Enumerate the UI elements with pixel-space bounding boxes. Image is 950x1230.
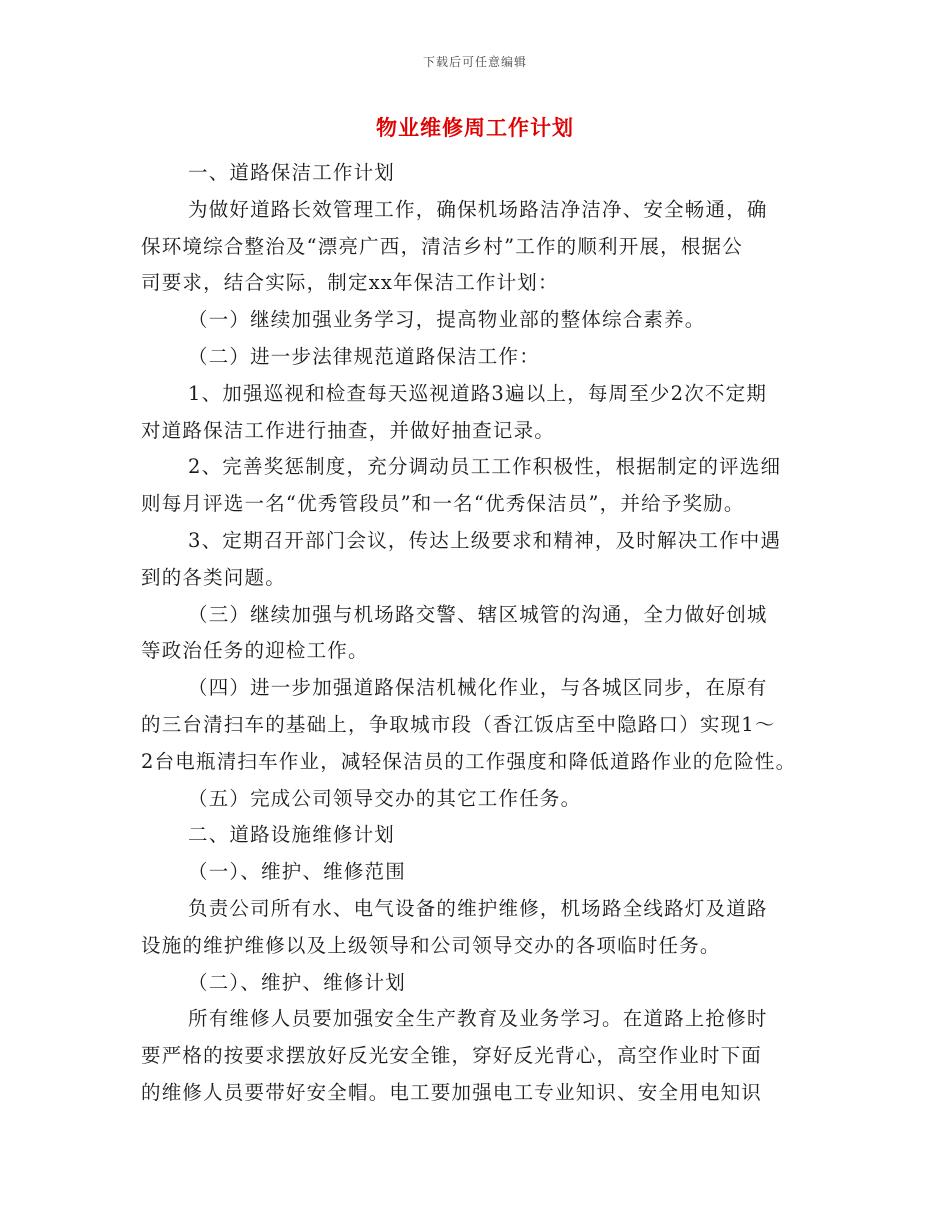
body-line: 的维修人员要带好安全帽。电工要加强电工专业知识、安全用电知识 bbox=[141, 1080, 763, 1104]
body-line: 设施的维护维修以及上级领导和公司领导交办的各项临时任务。 bbox=[141, 933, 721, 957]
body-line: 2台电瓶清扫车作业，减轻保洁员的工作强度和降低道路作业的危险性。 bbox=[141, 749, 797, 773]
body-line: 一、道路保洁工作计划 bbox=[188, 161, 396, 184]
document-title: 物业维修周工作计划 bbox=[376, 115, 574, 140]
body-line: 司要求，结合实际，制定xx年保洁工作计划： bbox=[141, 271, 559, 295]
document-body bbox=[141, 155, 821, 1112]
body-line: 负责公司所有水、电气设备的维护维修，机场路全线路灯及道路 bbox=[188, 896, 768, 920]
body-line: 对道路保洁工作进行抽查，并做好抽查记录。 bbox=[141, 418, 556, 442]
body-line: 3、定期召开部门会议，传达上级要求和精神，及时解决工作中遇 bbox=[188, 528, 782, 552]
body-line: 为做好道路长效管理工作，确保机场路洁净洁净、安全畅通，确 bbox=[188, 197, 768, 221]
body-line: （一）、维护、维修范围 bbox=[188, 860, 406, 884]
body-line: 等政治任务的迎检工作。 bbox=[141, 639, 369, 663]
body-line: 保环境综合整治及“漂亮广西，清洁乡村”工作的顺利开展，根据公 bbox=[141, 234, 743, 258]
body-line: （二）进一步法律规范道路保洁工作： bbox=[188, 344, 540, 368]
body-line: 所有维修人员要加强安全生产教育及业务学习。在道路上抢修时 bbox=[188, 1007, 768, 1031]
body-line: 2、完善奖惩制度，充分调动员工工作积极性，根据制定的评选细 bbox=[188, 455, 782, 479]
body-line: 则每月评选一名“优秀管段员”和一名“优秀保洁员”，并给予奖励。 bbox=[141, 492, 745, 516]
body-line: （二）、维护、维修计划 bbox=[188, 970, 406, 994]
body-line: （五）完成公司领导交办的其它工作任务。 bbox=[188, 786, 582, 810]
body-line: 要严格的按要求摆放好反光安全锥，穿好反光背心，高空作业时下面 bbox=[141, 1044, 763, 1068]
body-line: 1、加强巡视和检查每天巡视道路3遍以上，每周至少2次不定期 bbox=[188, 381, 768, 405]
body-line: 二、道路设施维修计划 bbox=[188, 823, 396, 847]
body-line: （四）进一步加强道路保洁机械化作业，与各城区同步，在原有 bbox=[188, 676, 768, 700]
body-line: （三）继续加强与机场路交警、辖区城管的沟通，全力做好创城 bbox=[188, 602, 768, 626]
body-line: 到的各类问题。 bbox=[141, 565, 286, 589]
body-line: （一）继续加强业务学习，提高物业部的整体综合素养。 bbox=[188, 308, 706, 332]
header-note: 下载后可任意编辑 bbox=[422, 55, 527, 69]
body-line: 的三台清扫车的基础上，争取城市段（香江饭店至中隐路口）实现1～ bbox=[141, 712, 776, 736]
